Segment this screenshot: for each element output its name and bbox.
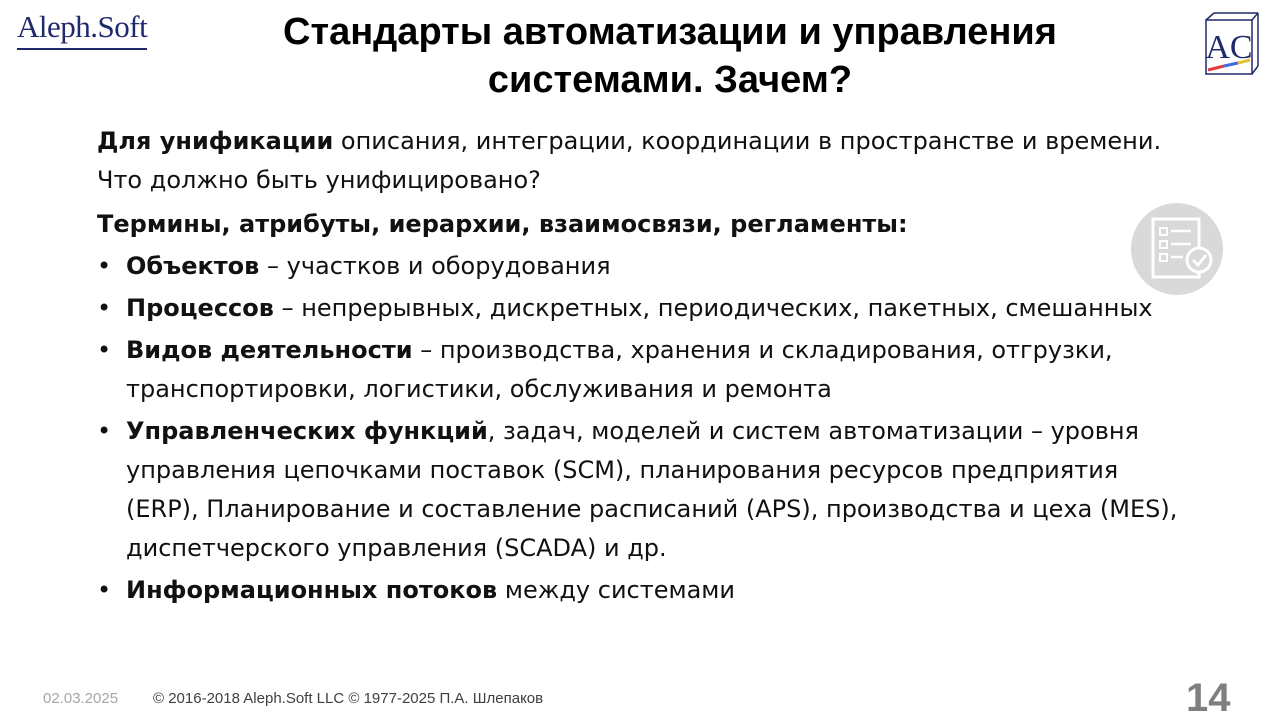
list-item-text: , задач, моделей и систем автоматизации – уровня управления цепочками поставок (SCM), планирования ресурсов предприятия (ERP), Планирование и составление расписаний (APS), производства и цеха (MES), диспетчерского управления (SCADA) и др. <box>126 417 1178 562</box>
list-item-text: – непрерывных, дискретных, периодических, пакетных, смешанных <box>273 294 1153 322</box>
intro-text: описания, интеграции, координации в пространстве и времени. Что должно быть унифицировано? <box>97 127 1162 194</box>
list-item <box>97 571 1187 610</box>
bullet-icon: • <box>97 576 112 604</box>
list-item <box>97 289 1187 328</box>
list-item-bold: Объектов <box>126 252 260 280</box>
page-number: 14 <box>1186 676 1231 720</box>
bullet-icon: • <box>97 417 112 445</box>
intro-bold: Для унификации <box>97 127 334 155</box>
ac-cube-logo-icon <box>1200 10 1260 78</box>
intro-paragraph <box>97 122 1187 200</box>
footer-date: 02.03.2025 <box>43 690 119 707</box>
bullet-icon: • <box>97 336 112 364</box>
slide-title: Стандарты автоматизации и управления системами. Зачем? <box>283 11 1057 101</box>
subheading <box>97 205 1187 244</box>
ac-logo-text: AC <box>1205 29 1253 66</box>
bullet-list <box>97 247 1187 610</box>
list-item-bold: Информационных потоков <box>126 576 498 604</box>
subheading-text: Термины, атрибуты, иерархии, взаимосвязи, регламенты: <box>97 210 908 238</box>
list-item-text: – участков и оборудования <box>259 252 611 280</box>
aleph-soft-logo: Aleph.Soft <box>17 8 147 50</box>
list-item-text: – производства, хранения и складирования, отгрузки, транспортировки, логистики, обслуживания и ремонта <box>126 336 1113 403</box>
list-item <box>97 247 1187 286</box>
list-item-bold: Процессов <box>126 294 274 322</box>
footer-copyright: © 2016-2018 Aleph.Soft LLC © 1977-2025 П.А. Шлепаков <box>153 690 544 707</box>
list-item-text: между системами <box>497 576 735 604</box>
list-item <box>97 412 1187 568</box>
bullet-icon: • <box>97 294 112 322</box>
list-item-bold: Видов деятельности <box>126 336 413 364</box>
bullet-icon: • <box>97 252 112 280</box>
slide-content <box>97 122 1187 613</box>
list-item-bold: Управленческих функций <box>126 417 488 445</box>
list-item <box>97 331 1187 409</box>
